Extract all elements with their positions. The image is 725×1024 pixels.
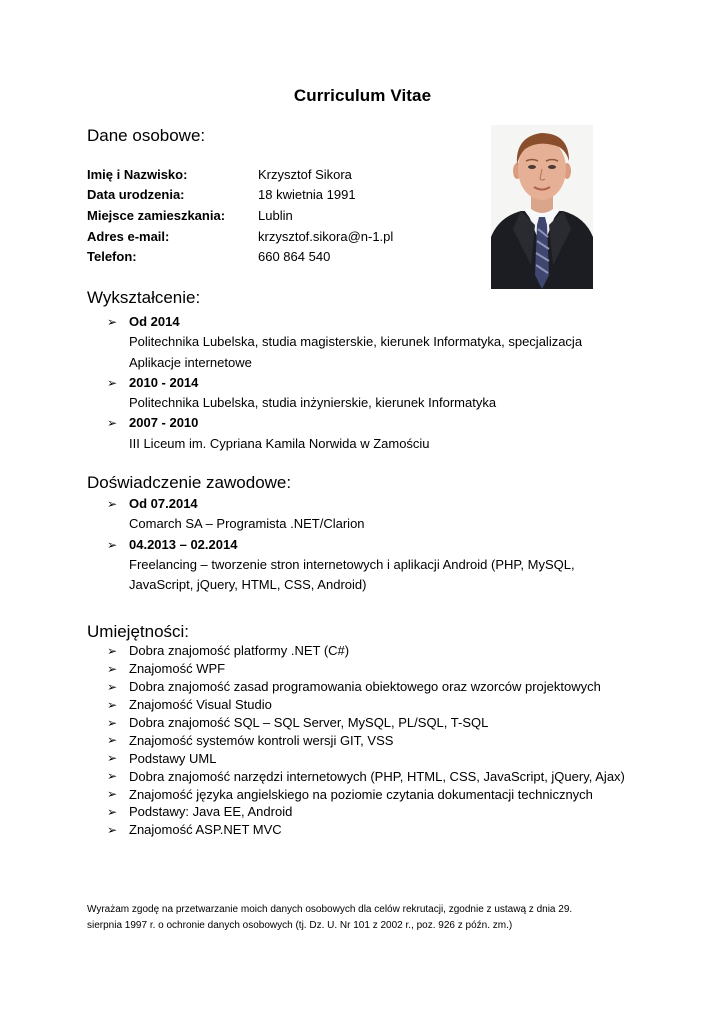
- arrowhead-bullet-icon: ➢: [107, 787, 118, 802]
- arrowhead-bullet-icon: ➢: [107, 769, 118, 784]
- list-item: [107, 494, 667, 535]
- consent-line: sierpnia 1997 r. o ochronie danych osobowych (tj. Dz. U. Nr 101 z 2002 r., poz. 926 z późn. zm.): [87, 920, 513, 931]
- skill-text: Dobra znajomość SQL – SQL Server, MySQL, PL/SQL, T-SQL: [129, 715, 489, 730]
- list-item: [107, 714, 667, 732]
- list-item-line: Politechnika Lubelska, studia magisterskie, kierunek Informatyka, specjalizacja: [129, 334, 583, 350]
- list-item-period: Od 2014: [129, 314, 180, 329]
- personal-value: 18 kwietnia 1991: [258, 187, 356, 203]
- arrowhead-bullet-icon: ➢: [107, 537, 118, 552]
- education-list: [107, 312, 667, 454]
- list-item-period: 2010 - 2014: [129, 374, 199, 390]
- list-item-period: 2007 - 2010: [129, 415, 199, 431]
- arrowhead-bullet-icon: ➢: [107, 804, 118, 819]
- consent-clause: [87, 902, 640, 934]
- personal-value: krzysztof.sikora@n-1.pl: [258, 228, 394, 244]
- list-item: [107, 803, 667, 821]
- arrowhead-bullet-icon: ➢: [107, 643, 118, 658]
- skill-text: Podstawy: Java EE, Android: [129, 804, 293, 820]
- document-title: Curriculum Vitae: [293, 86, 432, 105]
- list-item: [107, 678, 667, 696]
- skill-text: Dobra znajomość zasad programowania obiektowego oraz wzorców projektowych: [129, 679, 601, 695]
- education-heading: Wykształcenie:: [87, 288, 201, 307]
- personal-value: Krzysztof Sikora: [258, 166, 352, 182]
- arrowhead-bullet-icon: ➢: [107, 497, 118, 511]
- arrowhead-bullet-icon: ➢: [107, 715, 118, 730]
- consent-line: Wyrażam zgodę na przetwarzanie moich danych osobowych dla celów rekrutacji, zgodnie z ustawą z dnia 29.: [87, 904, 573, 915]
- skill-text: Dobra znajomość platformy .NET (C#): [129, 643, 350, 659]
- personal-row-email: [87, 226, 487, 247]
- arrowhead-bullet-icon: ➢: [107, 679, 118, 694]
- portrait-photo: [491, 125, 593, 289]
- arrowhead-bullet-icon: ➢: [107, 822, 118, 837]
- arrowhead-bullet-icon: ➢: [107, 661, 118, 676]
- list-item: [107, 373, 667, 414]
- skill-text: Znajomość języka angielskiego na poziomie czytania dokumentacji technicznych: [129, 786, 593, 802]
- list-item-line: JavaScript, jQuery, HTML, CSS, Android): [129, 577, 367, 593]
- list-item: [107, 660, 667, 678]
- personal-label: Telefon:: [87, 249, 137, 265]
- list-item: [107, 767, 667, 785]
- personal-row-name: [87, 164, 487, 185]
- personal-table: [87, 164, 487, 267]
- skill-text: Znajomość WPF: [129, 661, 226, 677]
- list-item: [107, 696, 667, 714]
- arrowhead-bullet-icon: ➢: [107, 751, 118, 766]
- personal-label: Data urodzenia:: [87, 187, 185, 203]
- arrowhead-bullet-icon: ➢: [107, 375, 118, 390]
- personal-label: Imię i Nazwisko:: [87, 166, 188, 182]
- arrowhead-bullet-icon: ➢: [107, 697, 118, 712]
- list-item: [107, 312, 667, 373]
- skill-text: Dobra znajomość narzędzi internetowych (PHP, HTML, CSS, JavaScript, jQuery, Ajax): [129, 768, 625, 784]
- list-item-line: Comarch SA – Programista .NET/Clarion: [129, 516, 365, 532]
- personal-row-birthdate: [87, 185, 487, 206]
- personal-heading: Dane osobowe:: [87, 126, 206, 145]
- experience-heading: Doświadczenie zawodowe:: [87, 473, 292, 492]
- personal-row-residence: [87, 205, 487, 226]
- list-item: [107, 642, 667, 660]
- personal-value: Lublin: [258, 207, 293, 223]
- personal-row-phone: [87, 246, 487, 267]
- list-item-line: Freelancing – tworzenie stron internetowych i aplikacji Android (PHP, MySQL,: [129, 556, 575, 572]
- personal-value: 660 864 540: [258, 249, 331, 265]
- list-item: [107, 413, 667, 454]
- list-item-line: Aplikacje internetowe: [129, 354, 252, 370]
- list-item-period: 04.2013 – 02.2014: [129, 536, 238, 552]
- skills-heading: Umiejętności:: [87, 622, 190, 641]
- list-item-line: Politechnika Lubelska, studia inżynierskie, kierunek Informatyka: [129, 395, 497, 411]
- experience-list: [107, 494, 667, 595]
- portrait-illustration: [491, 125, 593, 289]
- list-item: [107, 535, 667, 596]
- skills-list: [107, 642, 667, 839]
- list-item: [107, 785, 667, 803]
- skill-text: Znajomość Visual Studio: [129, 697, 272, 713]
- skill-text: Znajomość systemów kontroli wersji GIT, VSS: [129, 732, 394, 748]
- list-item-line: III Liceum im. Cypriana Kamila Norwida w Zamościu: [129, 435, 430, 451]
- list-item: [107, 749, 667, 767]
- arrowhead-bullet-icon: ➢: [107, 733, 118, 748]
- arrowhead-bullet-icon: ➢: [107, 416, 118, 431]
- skill-text: Podstawy UML: [129, 750, 217, 766]
- skill-text: Znajomość ASP.NET MVC: [129, 822, 282, 838]
- list-item: [107, 731, 667, 749]
- list-item: [107, 821, 667, 839]
- personal-label: Miejsce zamieszkania:: [87, 207, 226, 223]
- personal-label: Adres e-mail:: [87, 228, 170, 244]
- list-item-period: Od 07.2014: [129, 496, 198, 511]
- arrowhead-bullet-icon: ➢: [107, 315, 118, 329]
